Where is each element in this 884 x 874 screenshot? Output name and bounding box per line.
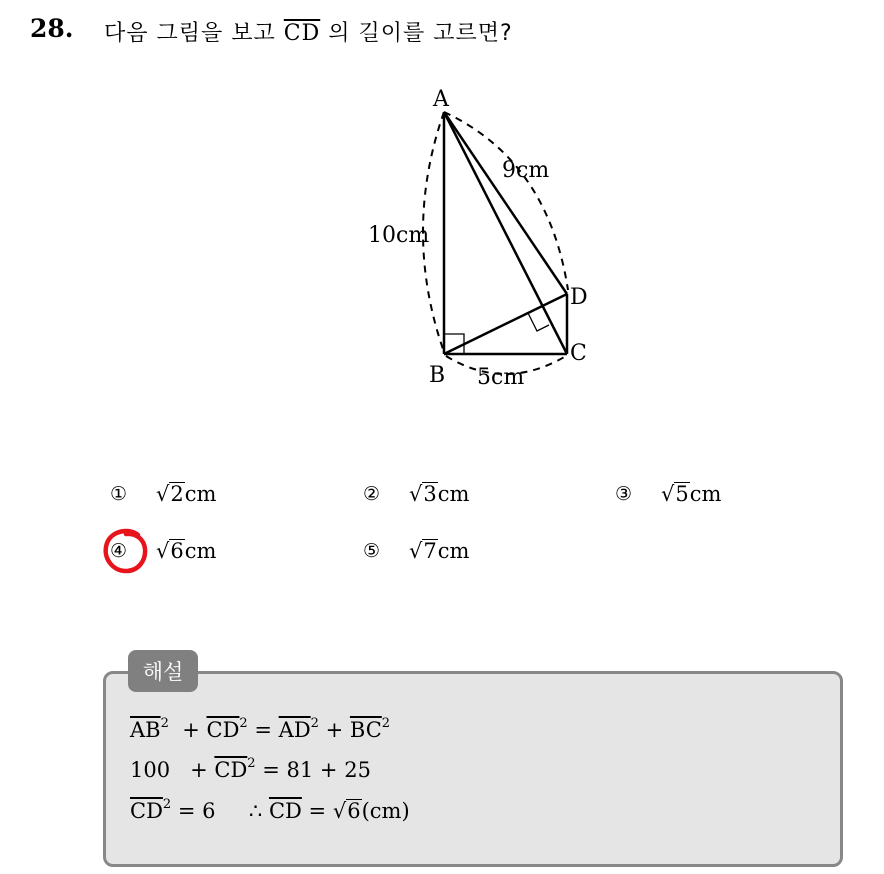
seg: $\overline{CD}$ — [214, 758, 248, 782]
radicand: 7 — [423, 539, 437, 563]
label-a: A — [433, 87, 449, 112]
exponent: 2 — [247, 756, 256, 771]
choice-unit: cm — [184, 539, 217, 564]
choice-3[interactable] — [615, 482, 721, 506]
exponent: 2 — [160, 716, 169, 731]
seg: $\overline{CD}$ — [206, 718, 240, 742]
solution-line-2: $100 + \overline{CD}^2 = 81 + 25$ — [130, 756, 371, 782]
choice-number: ④ — [110, 540, 128, 563]
seg: $\overline{CD}$ — [130, 799, 163, 823]
radicand: 5 — [675, 482, 689, 506]
solution-line-3: $\overline{CD}^2 = 6$ ∴ $\overline{CD} = √6(cm)$ — [130, 797, 410, 823]
choice-number: ② — [363, 483, 381, 506]
eq: = 6 — [177, 799, 216, 823]
right-angle-b — [444, 334, 464, 354]
choice-value: √5 — [661, 482, 689, 506]
choice-value: √6 — [156, 539, 184, 563]
exponent: 2 — [162, 797, 172, 812]
label-b: B — [429, 363, 446, 388]
choice-unit: cm — [437, 482, 470, 507]
choice-unit: cm — [437, 539, 470, 564]
solution-tag: 해설 — [128, 650, 198, 692]
radicand: 6 — [347, 799, 361, 823]
exponent: 2 — [310, 716, 319, 731]
radicand: 6 — [170, 539, 184, 563]
unit: (cm) — [361, 799, 410, 823]
label-c: C — [570, 341, 587, 366]
answer-mark-icon — [102, 527, 150, 575]
question-text-after: 의 길이를 고르면? — [328, 21, 513, 46]
segment-ac — [444, 112, 567, 354]
segment-bd — [444, 294, 567, 354]
seg: $\overline{CD}$ — [268, 799, 302, 823]
therefore: ∴ — [248, 799, 263, 823]
choice-unit: cm — [689, 482, 722, 507]
choice-number: ① — [110, 483, 128, 506]
choice-2[interactable] — [363, 482, 469, 506]
question-segment: $\overline{CD}$ — [283, 21, 321, 46]
value: 100 — [130, 758, 171, 782]
label-d: D — [570, 285, 588, 310]
solution-line-1: $\overline{AB}^2 + \overline{CD}^2 = \overline{AD}^2 + \overline{BC}^2$ — [130, 716, 391, 742]
seg: $\overline{AB}$ — [130, 718, 161, 742]
segment-ad — [444, 112, 567, 294]
length-bc: 5cm — [477, 365, 525, 390]
seg: $\overline{AD}$ — [278, 718, 311, 742]
length-ad: 9cm — [502, 158, 550, 183]
choice-number: ⑤ — [363, 540, 381, 563]
radicand: 3 — [423, 482, 437, 506]
exponent: 2 — [239, 716, 248, 731]
choice-value: √7 — [409, 539, 437, 563]
question-text-before: 다음 그림을 보고 — [104, 21, 276, 46]
seg: $\overline{BC}$ — [349, 718, 382, 742]
choice-value: √2 — [156, 482, 184, 506]
radicand: 2 — [170, 482, 184, 506]
choice-unit: cm — [184, 482, 217, 507]
choice-number: ③ — [615, 483, 633, 506]
question-number: 28. — [30, 14, 74, 43]
choice-5[interactable] — [363, 539, 469, 563]
choice-value: √3 — [409, 482, 437, 506]
right-angle-d — [528, 313, 549, 331]
exponent: 2 — [381, 716, 391, 731]
length-ab: 10cm — [368, 223, 430, 248]
rhs: = 81 + 25 — [262, 758, 371, 782]
choice-1[interactable] — [110, 482, 216, 506]
